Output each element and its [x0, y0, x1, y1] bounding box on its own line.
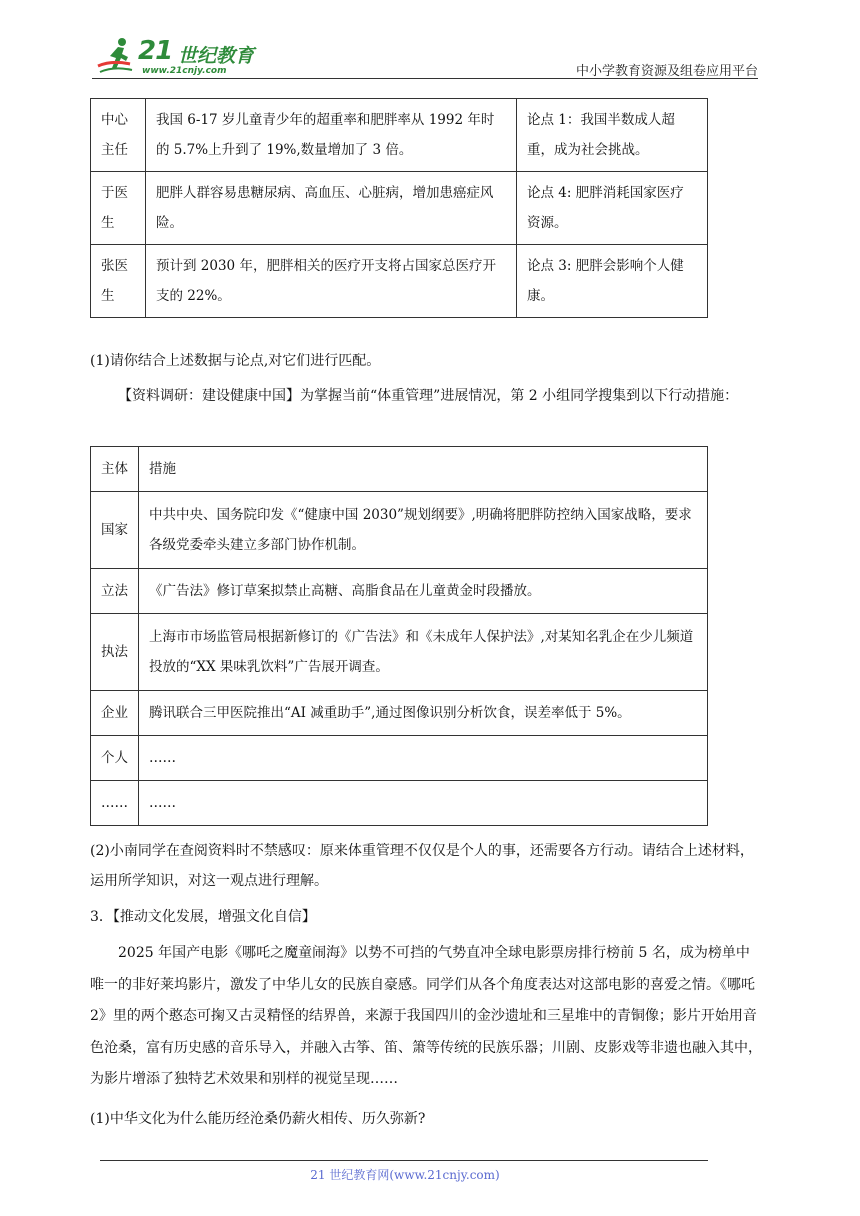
research-intro: 【资料调研：建设健康中国】为掌握当前“体重管理”进展情况，第 2 小组同学搜集到以下行动措施： [118, 388, 739, 404]
table-row [91, 569, 708, 614]
measures-table [90, 446, 708, 826]
logo-number: 21 [138, 36, 173, 66]
point-cell: 论点 1：我国半数成人超重，成为社会挑战。 [517, 99, 708, 172]
data-cell: 预计到 2030 年，肥胖相关的医疗开支将占国家总医疗开支的 22%。 [146, 245, 517, 318]
subject-cell: 国家 [91, 492, 139, 569]
table-row [91, 614, 708, 691]
table-header-row [91, 447, 708, 492]
footer-divider [100, 1160, 708, 1161]
measure-cell: 上海市市场监管局根据新修订的《广告法》和《未成年人保护法》,对某知名乳企在少儿频道投放的“XX 果味乳饮料”广告展开调查。 [139, 614, 708, 691]
table-row [91, 99, 708, 172]
measure-cell: …… [139, 781, 708, 826]
header-divider [92, 78, 758, 79]
data-cell: 我国 6-17 岁儿童青少年的超重率和肥胖率从 1992 年时的 5.7%上升到了 19%,数量增加了 3 倍。 [146, 99, 517, 172]
site-logo[interactable] [92, 34, 272, 80]
point-cell: 论点 3: 肥胖会影响个人健康。 [517, 245, 708, 318]
data-match-table [90, 98, 708, 318]
person-cell: 于医生 [91, 172, 146, 245]
logo-url: www.21cnjy.com [142, 66, 227, 76]
subject-cell: 个人 [91, 736, 139, 781]
point-cell: 论点 4: 肥胖消耗国家医疗资源。 [517, 172, 708, 245]
table-row [91, 492, 708, 569]
platform-name: 中小学教育资源及组卷应用平台 [575, 64, 758, 79]
measure-cell: 《广告法》修订草案拟禁止高糖、高脂食品在儿童黄金时段播放。 [139, 569, 708, 614]
section-3-title: 3．【推动文化发展，增强文化自信】 [90, 909, 316, 925]
subject-cell: 执法 [91, 614, 139, 691]
measure-cell: …… [139, 736, 708, 781]
person-cell: 中心主任 [91, 99, 146, 172]
subject-cell: 企业 [91, 691, 139, 736]
table-row [91, 172, 708, 245]
runner-icon [96, 36, 136, 76]
question-1: (1)请你结合上述数据与论点,对它们进行匹配。 [90, 353, 381, 369]
subject-cell: 立法 [91, 569, 139, 614]
table-row [91, 245, 708, 318]
question-3-1: (1)中华文化为什么能历经沧桑仍薪火相传、历久弥新? [90, 1111, 426, 1127]
subject-cell: …… [91, 781, 139, 826]
question-2: (2)小南同学在查阅资料时不禁感叹：原来体重管理不仅仅是个人的事，还需要各方行动。请结合上述材料，运用所学知识，对这一观点进行理解。 [90, 843, 754, 889]
table-row [91, 691, 708, 736]
measure-cell: 中共中央、国务院印发《“健康中国 2030”规划纲要》,明确将肥胖防控纳入国家战略，要求各级党委牵头建立多部门协作机制。 [139, 492, 708, 569]
subject-header: 主体 [91, 447, 139, 492]
table-row [91, 736, 708, 781]
section-3-body: 2025 年国产电影《哪吒之魔童闹海》以势不可挡的气势直冲全球电影票房排行榜前 5 名，成为榜单中唯一的非好莱坞影片，激发了中华儿女的民族自豪感。同学们从各个角度表达对这部电影的喜爱之情。《哪吒 2》里的两个憨态可掬又古灵精怪的结界兽，来源于我国四川的金沙遗址和三星堆中的青铜像；影片开始用音色沧桑，富有历史感的音乐导入，并融入古筝、笛、箫等传统的民族乐器；川剧、皮影戏等非遗也融入其中，为影片增添了独特艺术效果和别样的视觉呈现…… [90, 945, 762, 1087]
data-cell: 肥胖人群容易患糖尿病、高血压、心脏病，增加患癌症风险。 [146, 172, 517, 245]
person-cell: 张医生 [91, 245, 146, 318]
table-row [91, 781, 708, 826]
measure-header: 措施 [139, 447, 708, 492]
page-header [92, 34, 758, 80]
logo-text: 世纪教育 [178, 45, 255, 67]
page-footer[interactable]: 21 世纪教育网(www.21cnjy.com) [310, 1168, 500, 1182]
measure-cell: 腾讯联合三甲医院推出“AI 减重助手”,通过图像识别分析饮食，误差率低于 5%。 [139, 691, 708, 736]
